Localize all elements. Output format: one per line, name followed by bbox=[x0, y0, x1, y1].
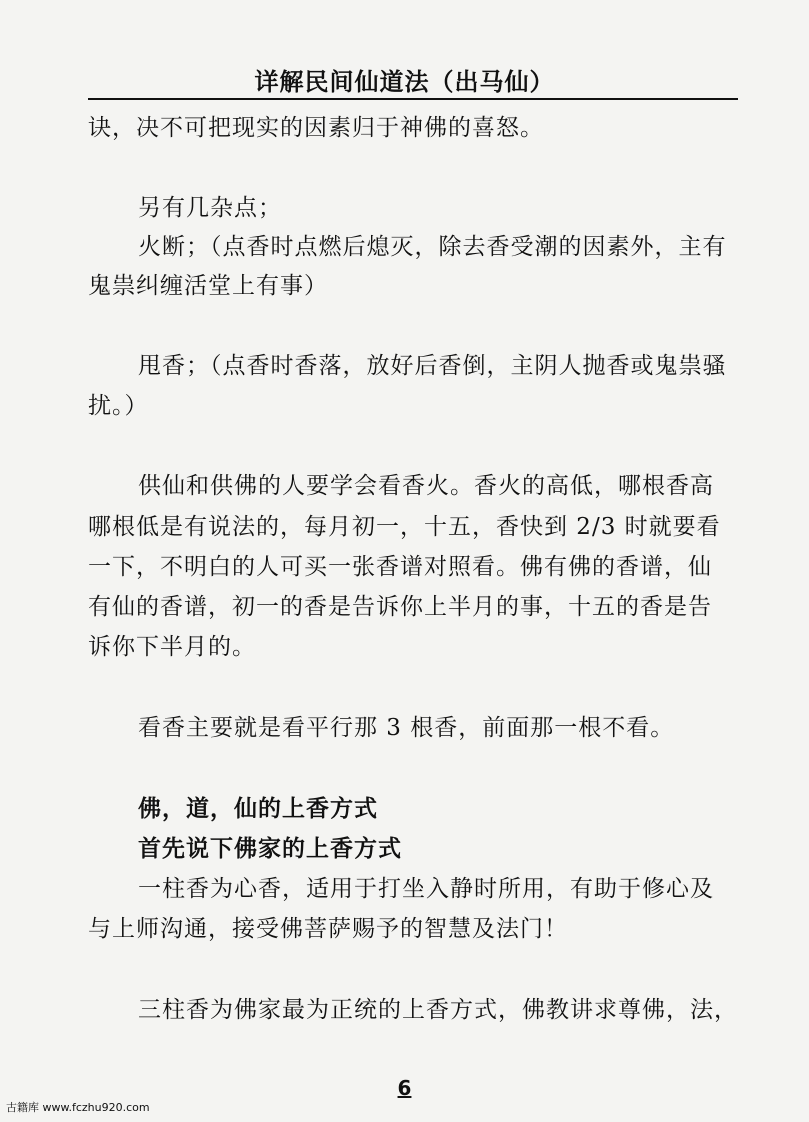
page-header-title: 详解民间仙道法（出马仙） bbox=[254, 68, 555, 96]
text-line: 扰。） bbox=[88, 393, 149, 419]
page-number-text: 6 bbox=[397, 1076, 412, 1100]
text-line: 三柱香为佛家最为正统的上香方式，佛教讲求尊佛，法， bbox=[138, 997, 738, 1023]
section-subheading: 首先说下佛家的上香方式 bbox=[138, 836, 402, 862]
text-line: 火断；（点香时点燃后熄灭，除去香受潮的因素外，主有 bbox=[138, 234, 727, 260]
header-divider bbox=[88, 98, 738, 100]
text-line: 有仙的香谱，初一的香是告诉你上半月的事，十五的香是告 bbox=[88, 594, 712, 620]
text-line: 诉你下半月的。 bbox=[88, 634, 256, 660]
text-line: 哪根低是有说法的，每月初一，十五，香快到 2/3 时就要看 bbox=[88, 514, 721, 540]
text-line: 一下，不明白的人可买一张香谱对照看。佛有佛的香谱，仙 bbox=[88, 554, 712, 580]
text-line: 供仙和供佛的人要学会看香火。香火的高低，哪根香高 bbox=[138, 473, 714, 499]
site-watermark: 古籍库 www.fczhu920.com bbox=[6, 1101, 150, 1114]
text-line: 看香主要就是看平行那 3 根香，前面那一根不看。 bbox=[138, 715, 675, 741]
text-line: 与上师沟通，接受佛菩萨赐予的智慧及法门！ bbox=[88, 916, 568, 942]
text-line: 一柱香为心香，适用于打坐入静时所用，有助于修心及 bbox=[138, 876, 714, 902]
text-line: 另有几杂点； bbox=[138, 195, 282, 221]
text-line: 诀，决不可把现实的因素归于神佛的喜怒。 bbox=[88, 115, 544, 141]
text-line: 甩香；（点香时香落，放好后香倒，主阴人抛香或鬼祟骚 bbox=[138, 353, 727, 379]
text-line: 鬼祟纠缠活堂上有事） bbox=[88, 273, 328, 299]
section-heading: 佛，道，仙的上香方式 bbox=[138, 796, 378, 822]
page-number bbox=[0, 1076, 809, 1100]
